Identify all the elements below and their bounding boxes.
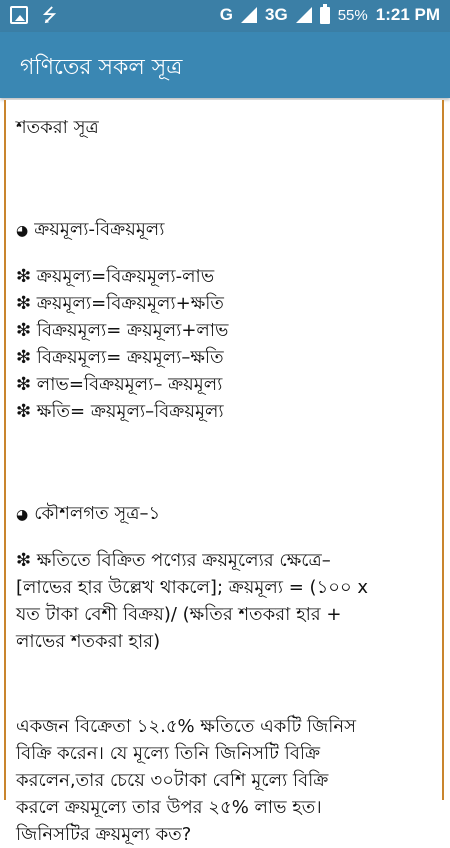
battery-icon <box>320 7 330 24</box>
section1-title <box>16 216 436 245</box>
section-heading: শতকরা সূত্র <box>16 117 99 138</box>
status-left <box>10 5 57 25</box>
usb-icon: ⭍ <box>42 5 57 25</box>
formula-line: ❇ বিক্রয়মূল্য= ক্রয়মূল্য–ক্ষতি <box>16 347 224 368</box>
signal-bars-icon <box>241 7 257 23</box>
formula-line: ❇ ক্রয়মূল্য=বিক্রয়মূল্য+ক্ষতি <box>16 293 224 314</box>
strategy-line: লাভের শতকরা হার) <box>16 631 161 652</box>
content-panel[interactable] <box>4 100 444 845</box>
problem-line: একজন বিক্রেতা ১২.৫% ক্ষতিতে একটি জিনিস <box>16 716 357 737</box>
strategy-line: যত টাকা বেশী বিক্রয়)/ (ক্ষতির শতকরা হার + <box>16 604 342 625</box>
problem-line: জিনিসটির ক্রয়মূল্য কত? <box>16 824 192 845</box>
section2-title <box>16 500 436 529</box>
strategy-line: ❇ ক্ষতিতে বিক্রিত পণ্যের ক্রয়মূল্যের ক্ষেত্রে– <box>16 550 331 571</box>
bullet-icon: ◕ <box>16 507 29 523</box>
signal-type-g: G <box>219 5 234 24</box>
problem-line: করলেন,তার চেয়ে ৩০টাকা বেশি মূল্যে বিক্রি <box>16 770 329 791</box>
signal-type-3g: 3G <box>265 5 288 24</box>
bullet-icon: ◕ <box>16 223 29 239</box>
problem-line: বিক্রি করেন। যে মূল্যে তিনি জিনিসটি বিক্রি <box>16 743 321 764</box>
formula-text <box>16 114 436 848</box>
strategy-line: [লাভের হার উল্লেখ থাকলে]; ক্রয়মূল্য = (১০০ x <box>16 577 369 598</box>
formula-line: ❇ ক্রয়মূল্য=বিক্রয়মূল্য-লাভ <box>16 266 215 287</box>
image-notification-icon <box>10 6 28 24</box>
formula-line: ❇ ক্ষতি= ক্রয়মূল্য–বিক্রয়মূল্য <box>16 401 224 422</box>
formula-line: ❇ লাভ=বিক্রয়মূল্য– ক্রয়মূল্য <box>16 374 223 395</box>
section2-title-text: কৌশলগত সূত্র–১ <box>34 503 161 524</box>
status-right <box>220 5 440 25</box>
signal-bars-icon-2 <box>296 7 312 23</box>
problem-line: করলে ক্রয়মূল্যে তার উপর ২৫% লাভ হত। <box>16 797 322 818</box>
section1-title-text: ক্রয়মূল্য-বিক্রয়মূল্য <box>34 219 165 240</box>
clock: 1:21 PM <box>375 5 440 24</box>
app-title: গণিতের সকল সূত্র <box>20 55 183 80</box>
battery-percent: 55% <box>337 6 368 24</box>
formula-line: ❇ বিক্রয়মূল্য= ক্রয়মূল্য+লাভ <box>16 320 229 341</box>
app-bar <box>0 32 450 98</box>
status-bar <box>0 0 450 32</box>
